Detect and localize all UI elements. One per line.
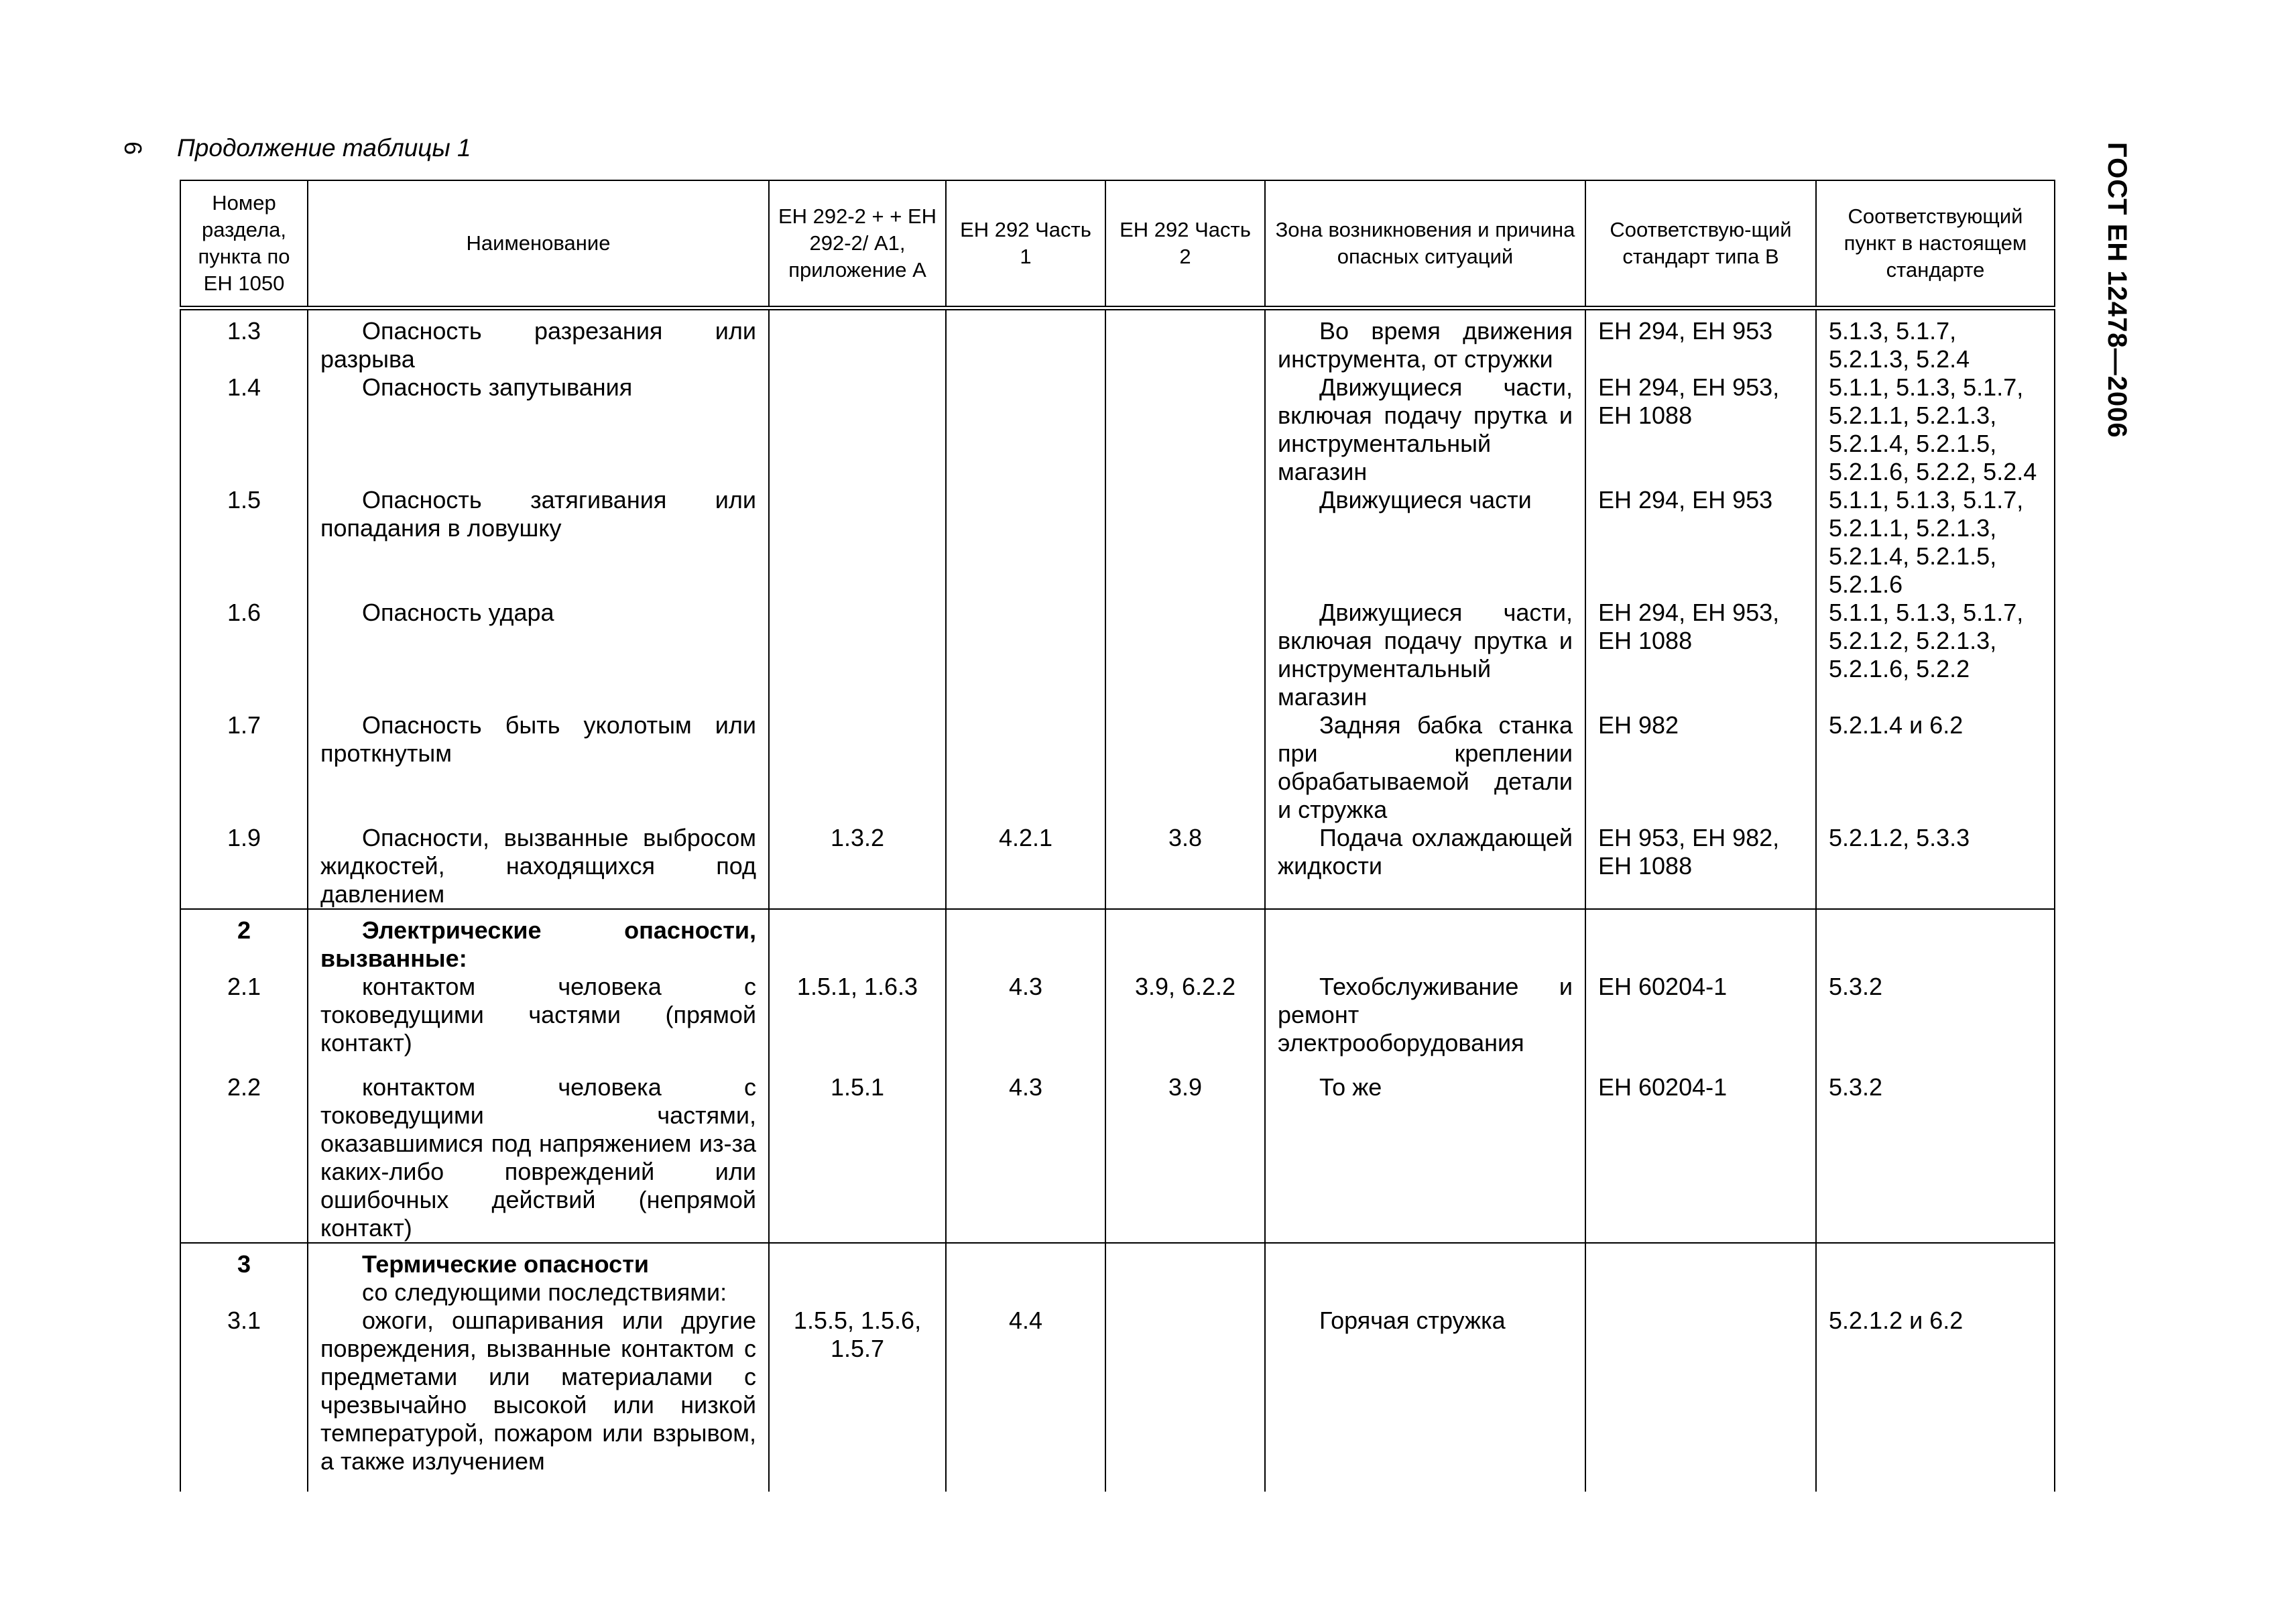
- group-title: Электрические опасности, вызванные:: [320, 916, 756, 972]
- hazards-table: [180, 180, 2055, 1492]
- row-clause: 5.1.1, 5.1.3, 5.1.7, 5.2.1.1, 5.2.1.3, 5.2.1.4, 5.2.1.5, 5.2.1.6: [1816, 486, 2055, 599]
- row-number: 1.7: [180, 711, 308, 824]
- header-en292-2-annex: ЕН 292-2 + + ЕН 292-2/ А1, приложение А: [769, 180, 946, 308]
- page-number: 6: [119, 141, 147, 156]
- standard-designation: ГОСТ ЕН 12478—2006: [2102, 142, 2132, 438]
- table-row: [180, 486, 2055, 599]
- row-en292-2: 1.5.1, 1.6.3: [769, 973, 946, 1057]
- row-clause: 5.3.2: [1816, 973, 2055, 1057]
- row-zone: Техобслуживание и ремонт электрооборудования: [1278, 973, 1573, 1057]
- group-title: Термические опасности: [362, 1250, 649, 1278]
- group-number: 3: [237, 1250, 251, 1278]
- row-number: 1.6: [180, 599, 308, 711]
- row-en292-2-part2: [1105, 711, 1265, 824]
- row-name: контактом человека с токоведущими частями, оказавшимися под напряжением из-за каких-либо повреждений или ошибочных действий (непрямой контакт): [320, 1073, 756, 1242]
- row-en292-2: 1.3.2: [769, 824, 946, 908]
- row-en292-2-part2: 3.8: [1105, 824, 1265, 908]
- row-number: 1.3: [180, 317, 308, 373]
- row-name: Опасность разрезания или разрыва: [320, 317, 756, 373]
- row-en292-2: 1.5.1: [769, 1073, 946, 1242]
- row-en292-1: 4.3: [946, 1073, 1105, 1242]
- table-row: [180, 824, 2055, 908]
- row-number: 2.2: [180, 1073, 308, 1242]
- header-hazard-zone: Зона возникновения и причина опасных ситуаций: [1265, 180, 1585, 308]
- row-en292-2: [769, 373, 946, 486]
- row-en292-2-part2: [1105, 373, 1265, 486]
- header-section-number: Номер раздела, пункта по ЕН 1050: [180, 180, 308, 308]
- row-en292-2-part2: [1105, 599, 1265, 711]
- row-en292-2: [769, 599, 946, 711]
- row-name: Опасность запутывания: [362, 373, 633, 401]
- row-zone: Во время движения инструмента, от стружки: [1278, 317, 1573, 373]
- row-standard: ЕН 294, ЕН 953, ЕН 1088: [1585, 599, 1816, 711]
- row-name: Опасность быть уколотым или проткнутым: [320, 711, 756, 767]
- row-standard: ЕН 982: [1585, 711, 1816, 824]
- table-row: [180, 373, 2055, 486]
- row-en292-2: [769, 711, 946, 824]
- row-number: 1.4: [180, 373, 308, 486]
- group-row: [180, 1250, 2055, 1278]
- group-number: 2: [237, 916, 251, 944]
- group-subtitle-row: [180, 1278, 2055, 1307]
- table-row: [180, 973, 2055, 1057]
- row-name: ожоги, ошпаривания или другие повреждения, вызванные контактом с предметами или материалами с чрезвычайно высокой или низкой температурой, пожаром или взрывом, а также излучением: [320, 1307, 756, 1475]
- table-row: [180, 317, 2055, 373]
- row-en292-1: [946, 373, 1105, 486]
- row-en292-1: [946, 711, 1105, 824]
- row-en292-2-part2: [1105, 1307, 1265, 1476]
- row-en292-1: 4.3: [946, 973, 1105, 1057]
- header-type-b-standard: Соответствую-щий стандарт типа В: [1585, 180, 1816, 308]
- row-zone: Горячая стружка: [1319, 1307, 1506, 1334]
- row-standard: ЕН 294, ЕН 953: [1585, 317, 1816, 373]
- row-zone: Движущиеся части, включая подачу прутка и инструментальный магазин: [1278, 599, 1573, 711]
- row-zone: Движущиеся части: [1319, 486, 1532, 514]
- table-header-row: [180, 180, 2055, 308]
- header-en292-part1: ЕН 292 Часть 1: [946, 180, 1105, 308]
- row-en292-1: [946, 317, 1105, 373]
- row-zone: Задняя бабка станка при креплении обрабатываемой детали и стружка: [1278, 711, 1573, 823]
- row-name: контактом человека с токоведущими частями (прямой контакт): [320, 973, 756, 1057]
- row-standard: ЕН 60204-1: [1585, 1073, 1816, 1242]
- row-en292-1: 4.2.1: [946, 824, 1105, 908]
- row-en292-1: [946, 486, 1105, 599]
- row-standard: [1585, 1307, 1816, 1476]
- row-clause: 5.1.1, 5.1.3, 5.1.7, 5.2.1.1, 5.2.1.3, 5.2.1.4, 5.2.1.5, 5.2.1.6, 5.2.2, 5.2.4: [1816, 373, 2055, 486]
- row-en292-1: [946, 599, 1105, 711]
- row-clause: 5.1.1, 5.1.3, 5.1.7, 5.2.1.2, 5.2.1.3, 5.2.1.6, 5.2.2: [1816, 599, 2055, 711]
- row-en292-2-part2: 3.9, 6.2.2: [1105, 973, 1265, 1057]
- row-number: 2.1: [180, 973, 308, 1057]
- group-subtitle: со следующими последствиями:: [362, 1278, 727, 1306]
- row-number: 1.5: [180, 486, 308, 599]
- row-clause: 5.2.1.2, 5.3.3: [1816, 824, 2055, 908]
- row-number: 1.9: [180, 824, 308, 908]
- row-en292-2-part2: 3.9: [1105, 1073, 1265, 1242]
- row-name: Опасность затягивания или попадания в ловушку: [320, 486, 756, 542]
- row-number: 3.1: [180, 1307, 308, 1476]
- row-standard: ЕН 294, ЕН 953, ЕН 1088: [1585, 373, 1816, 486]
- row-en292-2: [769, 486, 946, 599]
- row-en292-2: 1.5.5, 1.5.6, 1.5.7: [769, 1307, 946, 1476]
- table-row: [180, 711, 2055, 824]
- row-en292-2: [769, 317, 946, 373]
- row-clause: 5.2.1.2 и 6.2: [1816, 1307, 2055, 1476]
- row-zone: Подача охлаждающей жидкости: [1278, 824, 1573, 880]
- row-standard: ЕН 60204-1: [1585, 973, 1816, 1057]
- table-row: [180, 599, 2055, 711]
- header-name: Наименование: [308, 180, 769, 308]
- row-standard: ЕН 953, ЕН 982, ЕН 1088: [1585, 824, 1816, 908]
- row-standard: ЕН 294, ЕН 953: [1585, 486, 1816, 599]
- header-clause: Соответствующий пункт в настоящем стандарте: [1816, 180, 2055, 308]
- row-clause: 5.2.1.4 и 6.2: [1816, 711, 2055, 824]
- row-en292-2-part2: [1105, 486, 1265, 599]
- row-en292-1: 4.4: [946, 1307, 1105, 1476]
- row-name: Опасности, вызванные выбросом жидкостей, находящихся под давлением: [320, 824, 756, 908]
- header-en292-part2: ЕН 292 Часть 2: [1105, 180, 1265, 308]
- row-clause: 5.1.3, 5.1.7, 5.2.1.3, 5.2.4: [1816, 317, 2055, 373]
- row-zone: То же: [1319, 1073, 1382, 1101]
- row-zone: Движущиеся части, включая подачу прутка и инструментальный магазин: [1278, 373, 1573, 485]
- row-clause: 5.3.2: [1816, 1073, 2055, 1242]
- row-name: Опасность удара: [362, 599, 554, 626]
- table-row: [180, 1073, 2055, 1242]
- table-row: [180, 1307, 2055, 1476]
- table-caption: Продолжение таблицы 1: [177, 134, 471, 162]
- row-en292-2-part2: [1105, 317, 1265, 373]
- group-row: [180, 916, 2055, 973]
